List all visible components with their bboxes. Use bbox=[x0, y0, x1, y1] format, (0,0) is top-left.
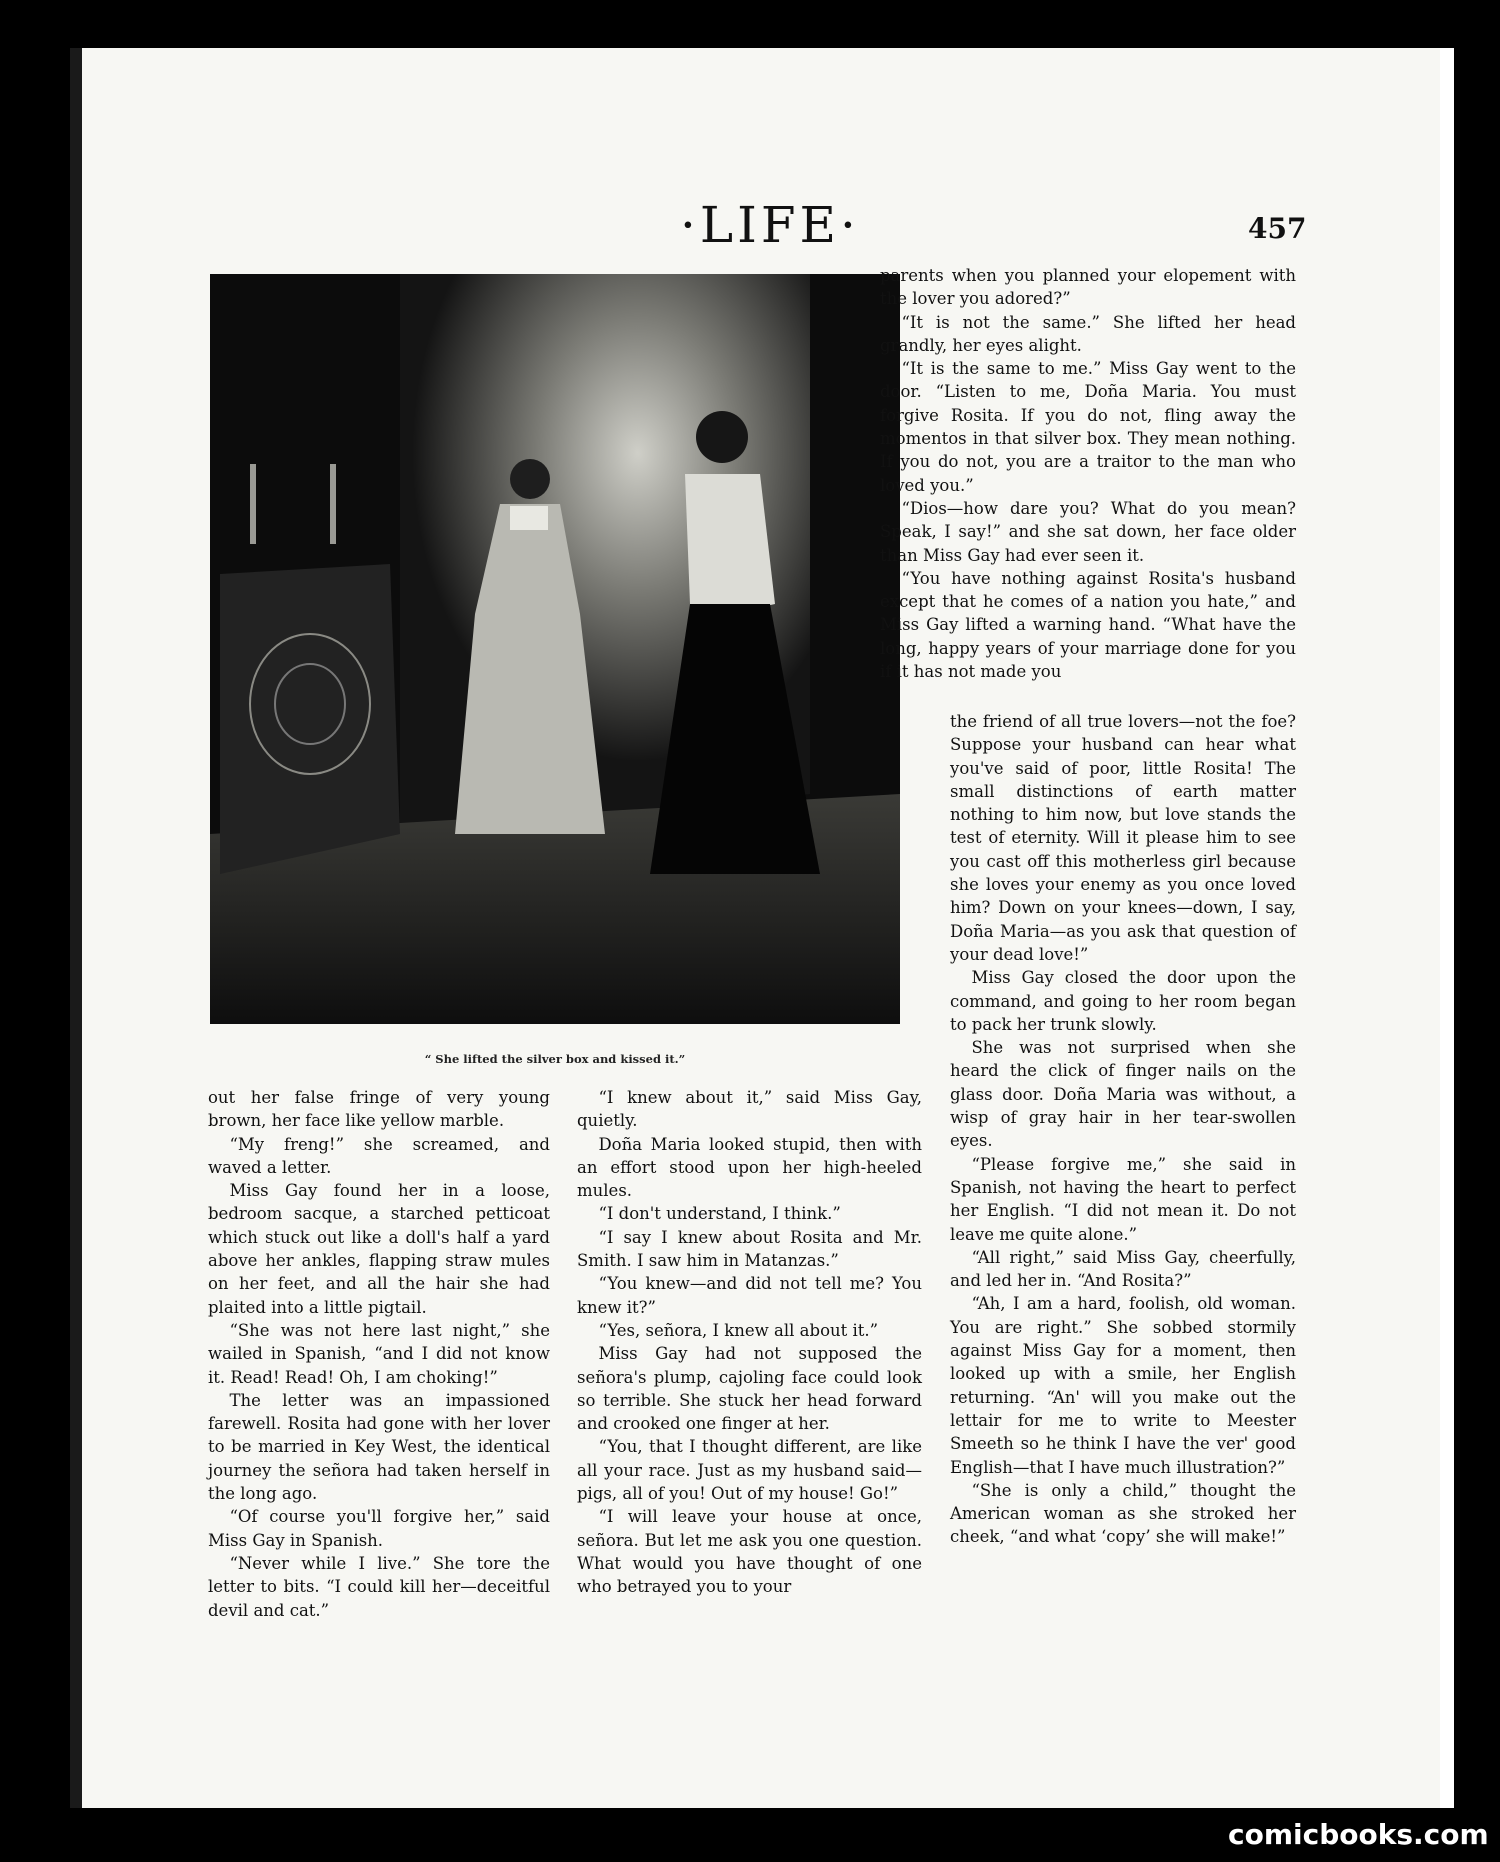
paragraph: “Of course you'll forgive her,” said Miss Gay in Spanish. bbox=[208, 1507, 550, 1550]
paragraph: Miss Gay closed the door upon the command, and going to her room began to pack her trunk slowly. bbox=[950, 968, 1296, 1034]
paragraph: “You knew—and did not tell me? You knew it?” bbox=[577, 1274, 922, 1317]
paragraph: She was not surprised when she heard the click of finger nails on the glass door. Doña Maria was without, a wisp of gray hair in her tear-swollen eyes. bbox=[950, 1038, 1296, 1151]
paragraph: parents when you planned your elopement with the lover you adored?” bbox=[880, 266, 1296, 309]
paragraph: “She was not here last night,” she wailed in Spanish, “and I did not know it. Read! Read! Oh, I am choking!” bbox=[208, 1320, 550, 1387]
paragraph: “Please forgive me,” she said in Spanish, not having the heart to perfect her English. “I did not mean it. Do not leave me quite alone.” bbox=[950, 1154, 1296, 1244]
paragraph: “You have nothing against Rosita's husband except that he comes of a nation you hate,” and Miss Gay lifted a warning hand. “What have the long, happy years of your marriage done for you if it has not made you bbox=[880, 568, 1296, 682]
cabinet bbox=[220, 564, 400, 874]
paragraph: “I don't understand, I think.” bbox=[598, 1204, 841, 1224]
paragraph: “I say I knew about Rosita and Mr. Smith. I saw him in Matanzas.” bbox=[577, 1227, 922, 1271]
paragraph: out her false fringe of very young brown, her face like yellow marble. bbox=[208, 1088, 550, 1131]
paragraph: The letter was an impassioned farewell. Rosita had gone with her lover to be married in Key West, the identical journey the señora had taken herself in the long ago. bbox=[208, 1390, 550, 1504]
page-edge bbox=[1440, 48, 1454, 1808]
paragraph: “I will leave your house at once, señora. But let me ask you one question. What would you have thought of one who betrayed you to your bbox=[577, 1507, 922, 1597]
woman-in-gown-head bbox=[510, 459, 550, 499]
paragraph: “All right,” said Miss Gay, cheerfully, and led her in. “And Rosita?” bbox=[950, 1247, 1296, 1291]
paragraph: Doña Maria looked stupid, then with an effort stood upon her high-heeled mules. bbox=[577, 1134, 922, 1201]
site-watermark: comicbooks.com bbox=[1228, 1818, 1489, 1851]
paragraph: “It is the same to me.” Miss Gay went to the door. “Listen to me, Doña Maria. You must forgive Rosita. If you do not, fling away the momentos in that silver box. They mean nothing. If you do not, you are a traitor to the man who loved you.” bbox=[880, 359, 1296, 495]
candle-left bbox=[250, 464, 256, 544]
column-3-bottom bbox=[950, 710, 1296, 1549]
page-binding bbox=[70, 48, 82, 1808]
silver-box bbox=[510, 506, 548, 530]
paragraph: “I knew about it,” said Miss Gay, quietly. bbox=[577, 1088, 922, 1131]
paragraph: Miss Gay found her in a loose, bedroom sacque, a starched petticoat which stuck out like a doll's half a yard above her ankles, flapping straw mules on her feet, and all the hair she had plaited into a little pigtail. bbox=[208, 1181, 550, 1317]
illustration-caption: “ She lifted the silver box and kissed it.” bbox=[424, 1052, 686, 1066]
paragraph: “My freng!” she screamed, and waved a letter. bbox=[208, 1134, 550, 1177]
column-1 bbox=[208, 1086, 550, 1622]
paragraph: “Never while I live.” She tore the letter to bits. “I could kill her—deceitful devil and cat.” bbox=[208, 1553, 550, 1620]
standing-woman-head bbox=[696, 411, 748, 463]
masthead: ·LIFE· bbox=[680, 196, 860, 254]
paragraph: “It is not the same.” She lifted her head grandly, her eyes alight. bbox=[880, 312, 1296, 355]
page-number: 457 bbox=[1248, 212, 1307, 245]
paragraph: “She is only a child,” thought the American woman as she stroked her cheek, “and what ‘copy’ she will make!” bbox=[950, 1480, 1296, 1547]
standing-woman-blouse bbox=[685, 474, 775, 614]
candle-right bbox=[330, 464, 336, 544]
illustration bbox=[210, 274, 900, 1024]
paragraph: “You, that I thought different, are like all your race. Just as my husband said—pigs, all of you! Out of my house! Go!” bbox=[577, 1437, 922, 1504]
paragraph: the friend of all true lovers—not the foe? Suppose your husband can hear what you've said of poor, little Rosita! The small distinctions of earth matter nothing to him now, but love stands the test of eternity. Will it please him to see you cast off this motherless girl because she loves your enemy as you once loved him? Down on your knees—down, I say, Doña Maria—as you ask that question of your dead love!” bbox=[950, 712, 1296, 964]
paragraph: “Ah, I am a hard, foolish, old woman. You are right.” She sobbed stormily against Miss Gay for a moment, then looked up with a smile, her English returning. “An' will you make out the lettair for me to write to Meester Smeeth so he think I have the ver' good English—that I have much illustration?” bbox=[950, 1294, 1296, 1477]
paragraph: “Dios—how dare you? What do you mean? Speak, I say!” and she sat down, her face older than Miss Gay had ever seen it. bbox=[880, 498, 1296, 565]
paragraph: “Yes, señora, I knew all about it.” bbox=[598, 1320, 879, 1340]
column-2 bbox=[577, 1086, 922, 1599]
column-3-top bbox=[880, 264, 1296, 683]
paragraph: Miss Gay had not supposed the señora's plump, cajoling face could look so terrible. She stuck her head forward and crooked one finger at her. bbox=[577, 1344, 922, 1434]
